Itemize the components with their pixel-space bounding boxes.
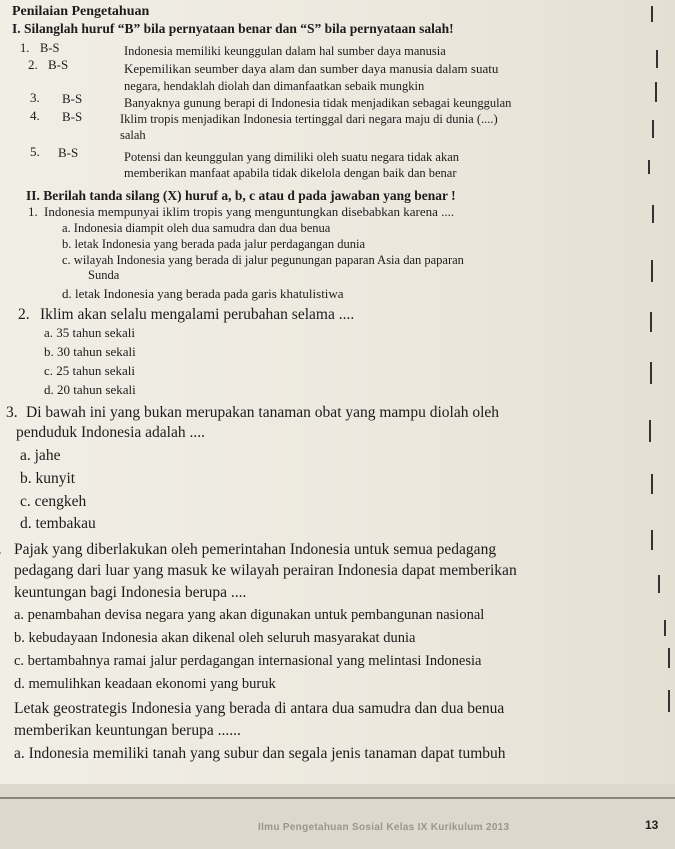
binding-mark: [650, 362, 652, 384]
option-a[interactable]: a. penambahan devisa negara yang akan digunakan untuk pembangunan nasional: [14, 607, 485, 623]
question-text: Letak geostrategis Indonesia yang berada di antara dua samudra dan dua benua: [14, 700, 505, 717]
question-text-cont: penduduk Indonesia adalah ....: [16, 424, 205, 441]
footer-divider: [0, 797, 675, 799]
binding-mark: [664, 620, 666, 636]
binding-mark: [668, 648, 670, 668]
option-d[interactable]: d. memulihkan keadaan ekonomi yang buruk: [14, 676, 276, 692]
item-number: 4.: [30, 108, 40, 123]
binding-mark: [651, 260, 653, 282]
binding-mark: [652, 120, 654, 138]
question-text-cont: pedagang dari luar yang masuk ke wilayah perairan Indonesia dapat memberikan: [14, 562, 517, 579]
item-statement: Potensi dan keunggulan yang dimiliki oleh suatu negara tidak akan: [124, 150, 459, 164]
option-a[interactable]: a. jahe: [20, 447, 61, 464]
binding-mark: [652, 205, 654, 223]
question-number: 1.: [28, 204, 38, 219]
binding-mark: [649, 420, 651, 442]
item-number: 3.: [30, 90, 40, 105]
option-c[interactable]: c. bertambahnya ramai jalur perdagangan internasional yang melintasi Indonesia: [14, 653, 482, 669]
answer-choice[interactable]: B-S: [62, 91, 83, 106]
section1-instruction: I. Silanglah huruf “B” bila pernyataan benar dan “S” bila pernyataan salah!: [12, 21, 454, 36]
answer-choice[interactable]: B-S: [40, 41, 60, 55]
answer-choice[interactable]: B-S: [62, 109, 83, 124]
binding-mark: [651, 530, 653, 550]
binding-mark: [648, 160, 650, 174]
page-number: 13: [645, 818, 659, 832]
footer-book-title: Ilmu Pengetahuan Sosial Kelas IX Kurikulum 2013: [258, 822, 510, 833]
question-number: [0, 541, 2, 559]
question-text: Iklim akan selalu mengalami perubahan selama ....: [40, 306, 355, 323]
page-title: Penilaian Pengetahuan: [12, 4, 150, 19]
question-text: Indonesia mempunyai iklim tropis yang menguntungkan disebabkan karena ....: [44, 204, 455, 219]
section2-instruction: II. Berilah tanda silang (X) huruf a, b, c atau d pada jawaban yang benar !: [26, 188, 456, 203]
option-c[interactable]: c. 25 tahun sekali: [44, 363, 135, 378]
option-a[interactable]: a. Indonesia diampit oleh dua samudra dan dua benua: [62, 221, 331, 235]
option-c-cont: Sunda: [88, 268, 120, 282]
item-statement-cont: memberikan manfaat apabila tidak dikelola dengan baik dan benar: [124, 166, 457, 180]
option-c[interactable]: c. wilayah Indonesia yang berada di jalur pegunungan paparan Asia dan paparan: [62, 253, 464, 267]
item-statement: Banyaknya gunung berapi di Indonesia tidak menjadikan sebagai keunggulan: [124, 96, 512, 110]
option-d[interactable]: d. letak Indonesia yang berada pada garis khatulistiwa: [62, 286, 344, 301]
item-statement-cont: salah: [120, 128, 146, 142]
item-statement: Kepemilikan seumber daya alam dan sumber daya manusia dalam suatu: [124, 61, 499, 76]
item-number: 1.: [20, 41, 30, 55]
question-text: Pajak yang diberlakukan oleh pemerintahan Indonesia untuk semua pedagang: [14, 541, 497, 558]
item-statement: Indonesia memiliki keunggulan dalam hal sumber daya manusia: [124, 44, 446, 58]
binding-mark: [658, 575, 660, 593]
footer-band: [0, 784, 675, 849]
option-d[interactable]: d. 20 tahun sekali: [44, 382, 136, 397]
item-statement-cont: negara, hendaklah diolah dan dimanfaatkan sebaik mungkin: [124, 79, 425, 93]
binding-mark: [668, 690, 670, 712]
option-a[interactable]: a. Indonesia memiliki tanah yang subur dan segala jenis tanaman dapat tumbuh: [14, 745, 506, 762]
item-statement: Iklim tropis menjadikan Indonesia tertinggal dari negara maju di dunia (....): [120, 112, 498, 126]
binding-mark: [650, 312, 652, 332]
option-b[interactable]: b. kunyit: [20, 470, 76, 487]
question-text-cont: memberikan keuntungan berupa ......: [14, 722, 241, 739]
binding-mark: [651, 474, 653, 494]
answer-choice[interactable]: B-S: [48, 57, 69, 72]
answer-choice[interactable]: B-S: [58, 145, 79, 160]
option-b[interactable]: b. kebudayaan Indonesia akan dikenal oleh seluruh masyarakat dunia: [14, 630, 416, 646]
question-number: 2.: [18, 306, 30, 323]
item-number: 2.: [28, 57, 38, 72]
question-text: Di bawah ini yang bukan merupakan tanaman obat yang mampu diolah oleh: [26, 404, 500, 421]
option-c[interactable]: c. cengkeh: [20, 493, 87, 510]
option-b[interactable]: b. 30 tahun sekali: [44, 344, 136, 359]
binding-mark: [651, 6, 653, 22]
option-a[interactable]: a. 35 tahun sekali: [44, 325, 135, 340]
option-d[interactable]: d. tembakau: [20, 515, 96, 532]
question-number: 3.: [6, 404, 18, 421]
question-text-cont: keuntungan bagi Indonesia berupa ....: [14, 584, 247, 601]
binding-mark: [656, 50, 658, 68]
binding-mark: [655, 82, 657, 102]
option-b[interactable]: b. letak Indonesia yang berada pada jalur perdagangan dunia: [62, 237, 365, 251]
item-number: 5.: [30, 144, 40, 159]
